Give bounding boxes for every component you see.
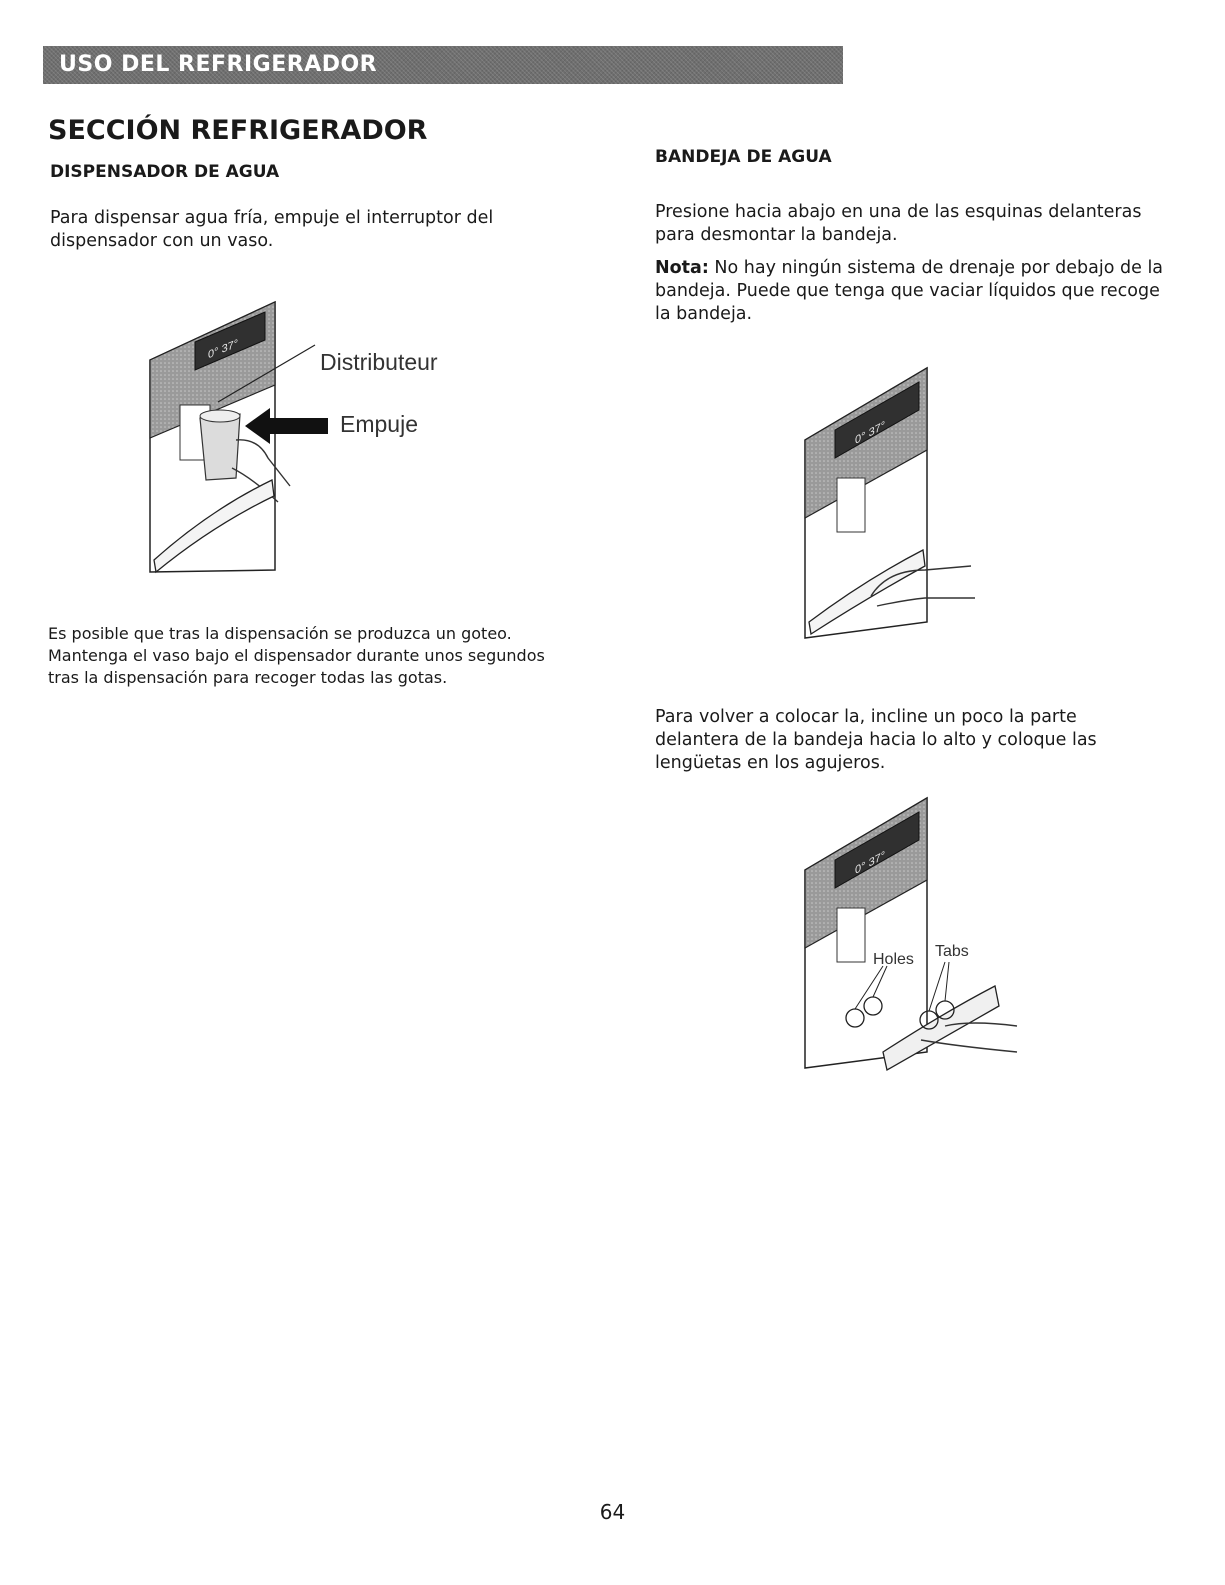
dripping-note-text: Es posible que tras la dispensación se produzca un goteo. Mantenga el vaso bajo el dispensador durante unos segundos tras la dispensación para recoger todas las gotas. <box>48 624 545 687</box>
section-title: SECCIÓN REFRIGERADOR <box>48 115 428 146</box>
tray-install-text: Para volver a colocar la, incline un poco la parte delantera de la bandeja hacia lo alto y coloque las lengüetas en los agujeros. <box>655 707 1097 773</box>
empuje-label: Empuje <box>340 411 418 437</box>
tray-note <box>655 257 1165 326</box>
tray-removal-figure <box>795 360 995 645</box>
holes-label: Holes <box>873 951 914 968</box>
section-banner: USO DEL REFRIGERADOR <box>43 46 843 84</box>
subsection-title-dispensador: DISPENSADOR DE AGUA <box>50 162 280 182</box>
nota-text: No hay ningún sistema de drenaje por debajo de la bandeja. Puede que tenga que vaciar líquidos que recoge la bandeja. <box>655 258 1164 324</box>
subsection-title-bandeja: BANDEJA DE AGUA <box>655 147 832 167</box>
nota-label: Nota: <box>655 258 709 278</box>
tray-removal-text: Presione hacia abajo en una de las esquinas delanteras para desmontar la bandeja. <box>655 202 1142 245</box>
display-readout: 0° 37° <box>855 848 886 877</box>
distributeur-label: Distributeur <box>320 349 438 375</box>
display-readout: 0° 37° <box>855 418 886 447</box>
dispenser-figure <box>140 290 460 580</box>
display-readout: 0° 37° <box>208 337 239 362</box>
dispenser-intro-text: Para dispensar agua fría, empuje el interruptor del dispensador con un vaso. <box>50 208 494 251</box>
tray-install-figure <box>795 790 1035 1075</box>
page-number: 64 <box>599 1500 626 1524</box>
tabs-label: Tabs <box>935 943 969 960</box>
